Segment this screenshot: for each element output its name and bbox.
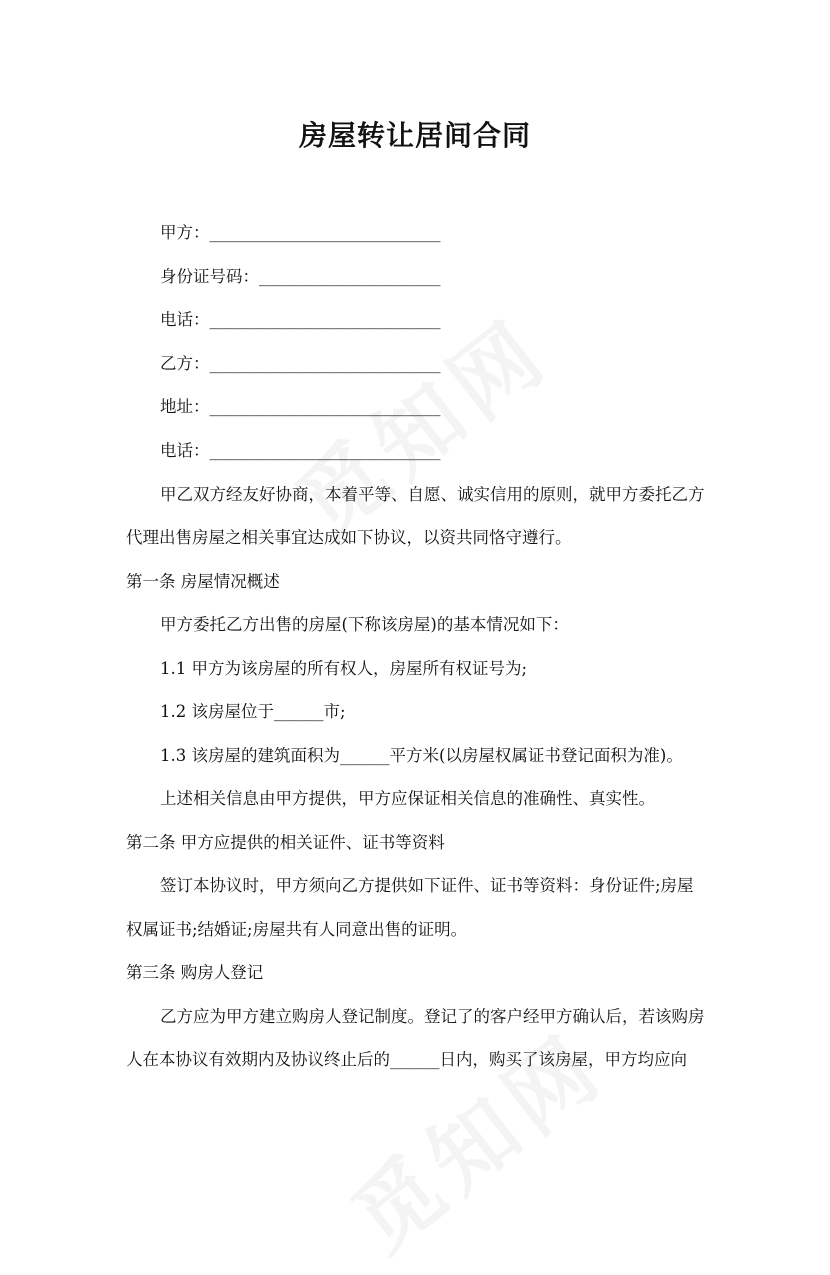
article-heading: 第二条 甲方应提供的相关证件、证书等资料 <box>126 833 445 852</box>
clause-line: 1.1 甲方为该房屋的所有权人，房屋所有权证号为; <box>160 659 528 678</box>
field-label: 电话： <box>160 441 210 460</box>
paragraph-line: 上述相关信息由甲方提供，甲方应保证相关信息的准确性、真实性。 <box>160 789 655 808</box>
intro-line: 甲乙双方经友好协商，本着平等、自愿、诚实信用的原则，就甲方委托乙方 <box>160 485 705 504</box>
article-heading: 第三条 购房人登记 <box>126 963 264 982</box>
phone-a-field <box>160 309 441 331</box>
phone-b-field <box>160 440 441 462</box>
field-label: 甲方： <box>160 223 210 242</box>
id-number-field <box>160 266 441 288</box>
paragraph-line: 甲方委托乙方出售的房屋(下称该房屋)的基本情况如下： <box>160 615 569 634</box>
field-blank: ____________________________ <box>209 223 441 242</box>
clause-line: 1.3 该房屋的建筑面积为______平方米(以房屋权属证书登记面积为准)。 <box>160 746 683 765</box>
paragraph-line: 签订本协议时，甲方须向乙方提供如下证件、证书等资料：身份证件;房屋 <box>160 876 694 895</box>
clause-line: 1.2 该房屋位于______市; <box>160 702 346 721</box>
field-label: 乙方： <box>160 354 210 373</box>
field-blank: ____________________________ <box>209 441 441 460</box>
address-field <box>160 396 441 418</box>
paragraph-line: 人在本协议有效期内及协议终止后的______日内，购买了该房屋，甲方均应向 <box>126 1050 687 1069</box>
field-blank: ____________________________ <box>209 354 441 373</box>
intro-line: 代理出售房屋之相关事宜达成如下协议，以资共同恪守遵行。 <box>126 528 572 547</box>
field-blank: ____________________________ <box>209 397 441 416</box>
field-blank: ____________________________ <box>209 310 441 329</box>
paragraph-line: 乙方应为甲方建立购房人登记制度。登记了的客户经甲方确认后，若该购房 <box>160 1007 705 1026</box>
field-label: 地址： <box>160 397 210 416</box>
document-title: 房屋转让居间合同 <box>298 119 531 152</box>
field-blank: ______________________ <box>259 267 441 286</box>
field-label: 电话： <box>160 310 210 329</box>
party-b-field <box>160 353 441 375</box>
party-a-field <box>160 222 441 244</box>
watermark <box>322 999 625 1274</box>
paragraph-line: 权属证书;结婚证;房屋共有人同意出售的证明。 <box>126 920 468 939</box>
field-label: 身份证号码： <box>160 267 259 286</box>
article-heading: 第一条 房屋情况概述 <box>126 572 280 591</box>
